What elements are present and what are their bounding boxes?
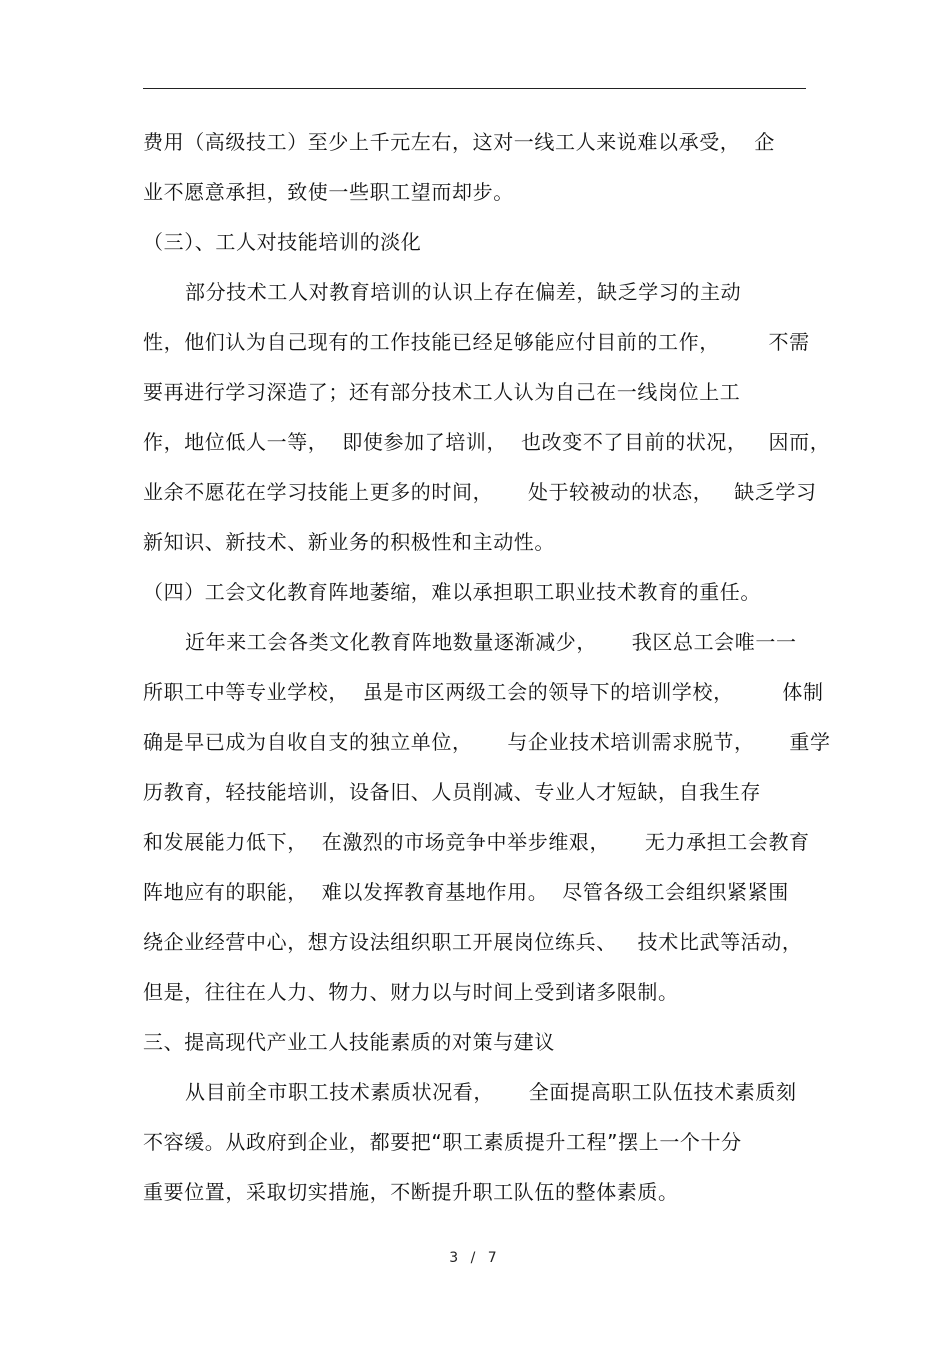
text-line: 从目前全市职工技术素质状况看， 全面提高职工队伍技术素质刻 xyxy=(185,1080,797,1104)
text-line: 新知识、新技术、新业务的积极性和主动性。 xyxy=(143,530,555,554)
text-line: 不容缓。从政府到企业，都要把“职工素质提升工程”摆上一个十分 xyxy=(143,1130,742,1154)
text-line: 部分技术工人对教育培训的认识上存在偏差，缺乏学习的主动 xyxy=(185,280,742,304)
text-line: 作，地位低人一等， 即使参加了培训， 也改变不了目前的状况， 因而， xyxy=(143,430,831,454)
text-line: 业不愿意承担，致使一些职工望而却步。 xyxy=(143,180,514,204)
text-line: 但是，往往在人力、物力、财力以与时间上受到诸多限制。 xyxy=(143,980,679,1004)
section-heading: 三、提高现代产业工人技能素质的对策与建议 xyxy=(143,1030,555,1054)
text-line: 阵地应有的职能， 难以发挥教育基地作用。 尽管各级工会组织紧紧围 xyxy=(143,880,789,904)
text-line: 性，他们认为自己现有的工作技能已经足够能应付目前的工作， 不需 xyxy=(143,330,810,354)
text-line: 近年来工会各类文化教育阵地数量逐渐减少， 我区总工会唯一一 xyxy=(185,630,797,654)
text-line: 历教育，轻技能培训，设备旧、人员削减、专业人才短缺，自我生存 xyxy=(143,780,761,804)
header-rule xyxy=(143,88,806,89)
text-line: 所职工中等专业学校， 虽是市区两级工会的领导下的培训学校， 体制 xyxy=(143,680,824,704)
text-line: 重要位置，采取切实措施，不断提升职工队伍的整体素质。 xyxy=(143,1180,679,1204)
page-number: 3 / 7 xyxy=(449,1250,501,1266)
section-heading: （三）、工人对技能培训的淡化 xyxy=(143,230,422,254)
text-line: 和发展能力低下， 在激烈的市场竞争中举步维艰， 无力承担工会教育 xyxy=(143,830,810,854)
text-line: 业余不愿花在学习技能上更多的时间， 处于较被动的状态， 缺乏学习 xyxy=(143,480,817,504)
text-line: 要再进行学习深造了；还有部分技术工人认为自己在一线岗位上工 xyxy=(143,380,741,404)
text-line: 费用（高级技工）至少上千元左右，这对一线工人来说难以承受， 企 xyxy=(143,130,775,154)
text-line: 绕企业经营中心，想方设法组织职工开展岗位练兵、 技术比武等活动， xyxy=(143,930,803,954)
section-heading: （四）工会文化教育阵地萎缩，难以承担职工职业技术教育的重任。 xyxy=(143,580,761,604)
text-line: 确是早已成为自收自支的独立单位， 与企业技术培训需求脱节， 重学 xyxy=(143,730,831,754)
